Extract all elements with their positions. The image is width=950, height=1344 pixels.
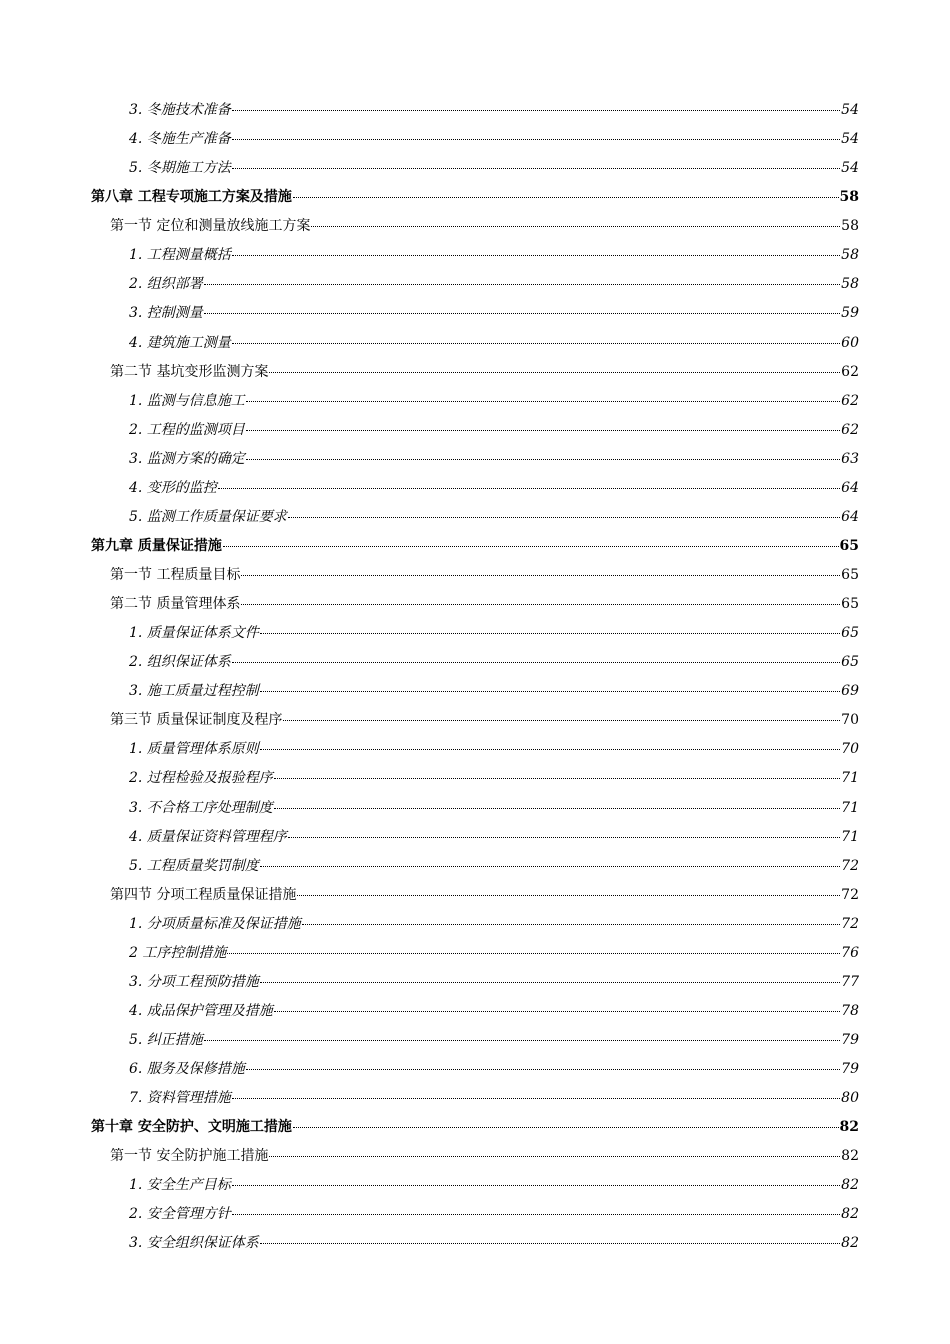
toc-item-entry[interactable] <box>91 241 859 270</box>
dot-leader <box>246 401 840 402</box>
toc-entry-page-number: 82 <box>839 1119 859 1136</box>
toc-section-entry[interactable] <box>91 590 859 619</box>
toc-item-entry[interactable] <box>91 677 859 706</box>
dot-leader <box>241 575 840 576</box>
toc-entry-page-number: 59 <box>841 305 859 322</box>
toc-section-entry[interactable] <box>91 358 859 387</box>
toc-entry-page-number: 72 <box>841 857 859 874</box>
toc-entry-title: 5. 纠正措施 <box>129 1032 203 1048</box>
toc-entry-title: 1. 分项质量标准及保证措施 <box>129 915 301 932</box>
toc-entry-page-number: 79 <box>841 1032 859 1048</box>
toc-entry-title: 第一节 工程质量目标 <box>110 567 241 583</box>
toc-entry-page-number: 71 <box>841 828 859 845</box>
dot-leader <box>204 284 840 285</box>
toc-entry-title: 1. 质量保证体系文件 <box>129 625 259 642</box>
toc-entry-page-number: 71 <box>841 799 859 816</box>
toc-item-entry[interactable] <box>91 445 859 474</box>
toc-item-entry[interactable] <box>91 125 859 154</box>
toc-item-entry[interactable] <box>91 1200 859 1229</box>
toc-entry-page-number: 82 <box>841 1235 859 1252</box>
dot-leader <box>218 488 840 489</box>
dot-leader <box>269 372 840 373</box>
toc-entry-page-number: 70 <box>841 712 859 729</box>
table-of-contents <box>91 96 859 1259</box>
dot-leader <box>232 662 840 663</box>
toc-entry-title: 第四节 分项工程质量保证措施 <box>110 886 297 903</box>
dot-leader <box>283 720 840 721</box>
dot-leader <box>311 226 840 227</box>
toc-item-entry[interactable] <box>91 474 859 503</box>
toc-entry-page-number: 71 <box>841 770 859 787</box>
toc-item-entry[interactable] <box>91 1026 859 1055</box>
toc-entry-page-number: 70 <box>841 741 859 758</box>
dot-leader <box>232 343 840 344</box>
dot-leader <box>227 953 840 954</box>
toc-entry-title: 2. 工程的监测项目 <box>129 421 245 438</box>
toc-entry-page-number: 82 <box>841 1148 859 1165</box>
toc-entry-title: 第一节 安全防护施工措施 <box>110 1148 269 1165</box>
dot-leader <box>232 1185 840 1186</box>
toc-item-entry[interactable] <box>91 96 859 125</box>
toc-section-entry[interactable] <box>91 1142 859 1171</box>
toc-item-entry[interactable] <box>91 648 859 677</box>
toc-entry-page-number: 60 <box>841 334 859 351</box>
toc-item-entry[interactable] <box>91 852 859 881</box>
dot-leader <box>260 866 840 867</box>
dot-leader <box>274 1011 840 1012</box>
toc-entry-title: 2. 组织部署 <box>129 276 203 293</box>
dot-leader <box>204 1040 840 1041</box>
dot-leader <box>241 604 840 605</box>
toc-entry-title: 3. 施工质量过程控制 <box>129 683 259 700</box>
toc-entry-page-number: 58 <box>839 189 859 206</box>
toc-entry-page-number: 65 <box>841 567 859 583</box>
toc-entry-title: 第九章 质量保证措施 <box>91 537 222 554</box>
toc-item-entry[interactable] <box>91 1055 859 1084</box>
dot-leader <box>232 255 840 256</box>
toc-entry-page-number: 65 <box>841 625 859 642</box>
toc-item-entry[interactable] <box>91 794 859 823</box>
dot-leader <box>260 633 840 634</box>
toc-entry-title: 4. 质量保证资料管理程序 <box>129 828 287 845</box>
dot-leader <box>246 459 840 460</box>
dot-leader <box>269 1156 840 1157</box>
toc-entry-page-number: 54 <box>841 102 859 118</box>
toc-entry-title: 2. 组织保证体系 <box>129 654 231 671</box>
toc-entry-title: 3. 冬施技术准备 <box>129 102 231 118</box>
toc-entry-title: 4. 建筑施工测量 <box>129 334 231 351</box>
toc-entry-page-number: 65 <box>841 654 859 671</box>
toc-section-entry[interactable] <box>91 706 859 735</box>
dot-leader <box>293 197 839 198</box>
toc-entry-title: 5. 监测工作质量保证要求 <box>129 508 287 525</box>
toc-entry-page-number: 54 <box>841 160 859 177</box>
toc-section-entry[interactable] <box>91 212 859 241</box>
dot-leader <box>232 110 840 111</box>
toc-item-entry[interactable] <box>91 416 859 445</box>
toc-entry-title: 4. 变形的监控 <box>129 479 217 496</box>
dot-leader <box>260 982 840 983</box>
toc-item-entry[interactable] <box>91 154 859 183</box>
toc-entry-title: 3. 安全组织保证体系 <box>129 1235 259 1252</box>
toc-entry-page-number: 58 <box>841 276 859 293</box>
toc-entry-title: 第一节 定位和测量放线施工方案 <box>110 218 311 235</box>
toc-entry-title: 3. 不合格工序处理制度 <box>129 799 273 816</box>
dot-leader <box>288 837 840 838</box>
toc-entry-page-number: 82 <box>841 1177 859 1194</box>
dot-leader <box>288 517 840 518</box>
toc-item-entry[interactable] <box>91 735 859 764</box>
toc-item-entry[interactable] <box>91 997 859 1026</box>
toc-item-entry[interactable] <box>91 1171 859 1200</box>
toc-item-entry[interactable] <box>91 270 859 299</box>
toc-entry-title: 2. 安全管理方针 <box>129 1206 231 1223</box>
toc-entry-title: 6. 服务及保修措施 <box>129 1061 245 1078</box>
toc-entry-page-number: 79 <box>841 1061 859 1078</box>
toc-entry-page-number: 65 <box>839 537 859 554</box>
toc-entry-title: 1. 质量管理体系原则 <box>129 741 259 758</box>
toc-entry-title: 3. 监测方案的确定 <box>129 450 245 467</box>
toc-entry-title: 第二节 质量管理体系 <box>110 596 241 613</box>
toc-entry-title: 1. 监测与信息施工 <box>129 392 245 409</box>
dot-leader <box>293 1127 839 1128</box>
toc-entry-page-number: 65 <box>841 596 859 613</box>
toc-entry-page-number: 72 <box>841 915 859 932</box>
toc-entry-page-number: 58 <box>841 247 859 264</box>
toc-entry-title: 2. 过程检验及报验程序 <box>129 770 273 787</box>
dot-leader <box>223 546 839 547</box>
toc-item-entry[interactable] <box>91 299 859 328</box>
toc-item-entry[interactable] <box>91 1084 859 1113</box>
toc-entry-title: 4. 冬施生产准备 <box>129 131 231 148</box>
toc-entry-page-number: 76 <box>841 944 859 961</box>
toc-chapter-entry[interactable] <box>91 532 859 561</box>
toc-entry-title: 3. 分项工程预防措施 <box>129 973 259 990</box>
toc-entry-page-number: 69 <box>841 683 859 700</box>
toc-entry-page-number: 78 <box>841 1002 859 1019</box>
toc-entry-title: 第三节 质量保证制度及程序 <box>110 712 283 729</box>
toc-entry-title: 3. 控制测量 <box>129 305 203 322</box>
toc-entry-title: 7. 资料管理措施 <box>129 1090 231 1107</box>
toc-item-entry[interactable] <box>91 910 859 939</box>
dot-leader <box>274 808 840 809</box>
toc-entry-page-number: 82 <box>841 1206 859 1223</box>
dot-leader <box>260 1243 840 1244</box>
toc-entry-title: 第二节 基坑变形监测方案 <box>110 363 269 380</box>
dot-leader <box>232 168 840 169</box>
dot-leader <box>232 1214 840 1215</box>
dot-leader <box>246 430 840 431</box>
dot-leader <box>260 691 840 692</box>
toc-entry-page-number: 72 <box>841 886 859 903</box>
toc-item-entry[interactable] <box>91 939 859 968</box>
toc-entry-title: 1. 工程测量概括 <box>129 247 231 264</box>
toc-entry-page-number: 63 <box>841 450 859 467</box>
dot-leader <box>274 778 840 779</box>
toc-entry-page-number: 64 <box>841 508 859 525</box>
toc-entry-page-number: 62 <box>841 392 859 409</box>
toc-entry-page-number: 62 <box>841 363 859 380</box>
toc-chapter-entry[interactable] <box>91 183 859 212</box>
toc-section-entry[interactable] <box>91 561 859 590</box>
toc-entry-title: 5. 工程质量奖罚制度 <box>129 857 259 874</box>
toc-item-entry[interactable] <box>91 619 859 648</box>
toc-item-entry[interactable] <box>91 764 859 793</box>
toc-entry-page-number: 80 <box>841 1090 859 1107</box>
toc-item-entry[interactable] <box>91 968 859 997</box>
toc-entry-title: 2 工序控制措施 <box>129 944 227 961</box>
toc-entry-title: 1. 安全生产目标 <box>129 1177 231 1194</box>
toc-entry-page-number: 64 <box>841 479 859 496</box>
toc-entry-title: 4. 成品保护管理及措施 <box>129 1002 273 1019</box>
toc-section-entry[interactable] <box>91 881 859 910</box>
toc-entry-title: 第十章 安全防护、文明施工措施 <box>91 1119 292 1136</box>
toc-entry-page-number: 54 <box>841 131 859 148</box>
toc-item-entry[interactable] <box>91 503 859 532</box>
dot-leader <box>232 139 840 140</box>
toc-item-entry[interactable] <box>91 1229 859 1258</box>
dot-leader <box>297 895 840 896</box>
toc-entry-page-number: 62 <box>841 421 859 438</box>
toc-item-entry[interactable] <box>91 387 859 416</box>
toc-entry-title: 第八章 工程专项施工方案及措施 <box>91 189 292 206</box>
toc-chapter-entry[interactable] <box>91 1113 859 1142</box>
dot-leader <box>246 1069 840 1070</box>
toc-item-entry[interactable] <box>91 823 859 852</box>
dot-leader <box>204 313 840 314</box>
toc-item-entry[interactable] <box>91 329 859 358</box>
dot-leader <box>260 749 840 750</box>
dot-leader <box>232 1098 840 1099</box>
toc-entry-title: 5. 冬期施工方法 <box>129 160 231 177</box>
toc-entry-page-number: 58 <box>841 218 859 235</box>
toc-entry-page-number: 77 <box>841 973 859 990</box>
dot-leader <box>302 924 840 925</box>
